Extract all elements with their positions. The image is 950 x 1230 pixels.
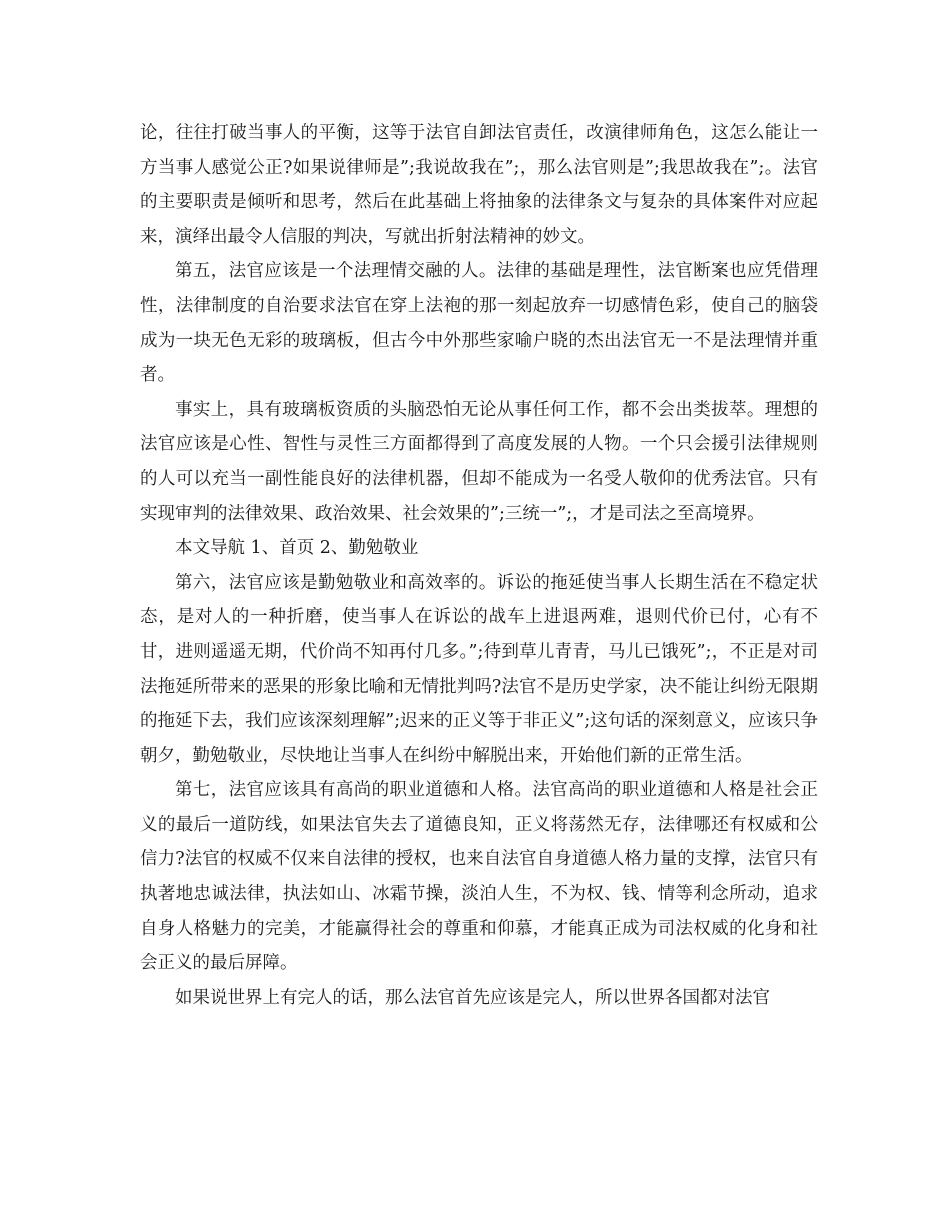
paragraph-glass-board: 事实上，具有玻璃板资质的头脑恐怕无论从事任何工作，都不会出类拔萃。理想的法官应该是心性、智性与灵性三方面都得到了高度发展的人物。一个只会援引法律规则的人可以充当一副性能良好的法律机器，但却不能成为一名受人敬仰的优秀法官。只有实现审判的法律效果、政治效果、社会效果的”;三统一”;，才是司法之至高境界。 bbox=[140, 399, 818, 524]
paragraph-fifth-point: 第五，法官应该是一个法理情交融的人。法律的基础是理性，法官断案也应凭借理性，法律制度的自治要求法官在穿上法袍的那一刻起放弃一切感情色彩，使自己的脑袋成为一块无色无彩的玻璃板，但古今中外那些家喻户晓的杰出法官无一不是法理情并重者。 bbox=[140, 261, 818, 386]
paragraph-continuation: 论，往往打破当事人的平衡，这等于法官自卸法官责任，改演律师角色，这怎么能让一方当事人感觉公正?如果说律师是”;我说故我在”;，那么法官则是”;我思故我在”;。法官的主要职责是倾听和思考，然后在此基础上将抽象的法律条文与复杂的具体案件对应起来，演绎出最令人信服的判决，写就出折射法精神的妙文。 bbox=[140, 123, 818, 247]
article-navigation: 本文导航 1、首页 2、勤勉敬业 bbox=[175, 538, 419, 559]
document-body bbox=[140, 116, 818, 1015]
paragraph-seventh-point: 第七，法官应该具有高尚的职业道德和人格。法官高尚的职业道德和人格是社会正义的最后一道防线，如果法官失去了道德良知，正义将荡然无存，法律哪还有权威和公信力?法官的权威不仅来自法律的授权，也来自法官自身道德人格力量的支撑，法官只有执著地忠诚法律，执法如山、冰霜节操，淡泊人生，不为权、钱、情等利念所动，追求自身人格魅力的完美，才能赢得社会的尊重和仰慕，才能真正成为司法权威的化身和社会正义的最后屏障。 bbox=[140, 780, 818, 974]
paragraph-sixth-point: 第六，法官应该是勤勉敬业和高效率的。诉讼的拖延使当事人长期生活在不稳定状态，是对人的一种折磨，使当事人在诉讼的战车上进退两难，退则代价已付，心有不甘，进则遥遥无期，代价尚不知再付几多。”;待到草儿青青，马儿已饿死”;，不正是对司法拖延所带来的恶果的形象比喻和无情批判吗?法官不是历史学家，决不能让纠纷无限期的拖延下去，我们应该深刻理解”;迟来的正义等于非正义”;这句话的深刻意义，应该只争朝夕，勤勉敬业，尽快地让当事人在纠纷中解脱出来，开始他们新的正常生活。 bbox=[140, 572, 818, 766]
paragraph-perfect-person: 如果说世界上有完人的话，那么法官首先应该是完人，所以世界各国都对法官 bbox=[175, 987, 770, 1008]
